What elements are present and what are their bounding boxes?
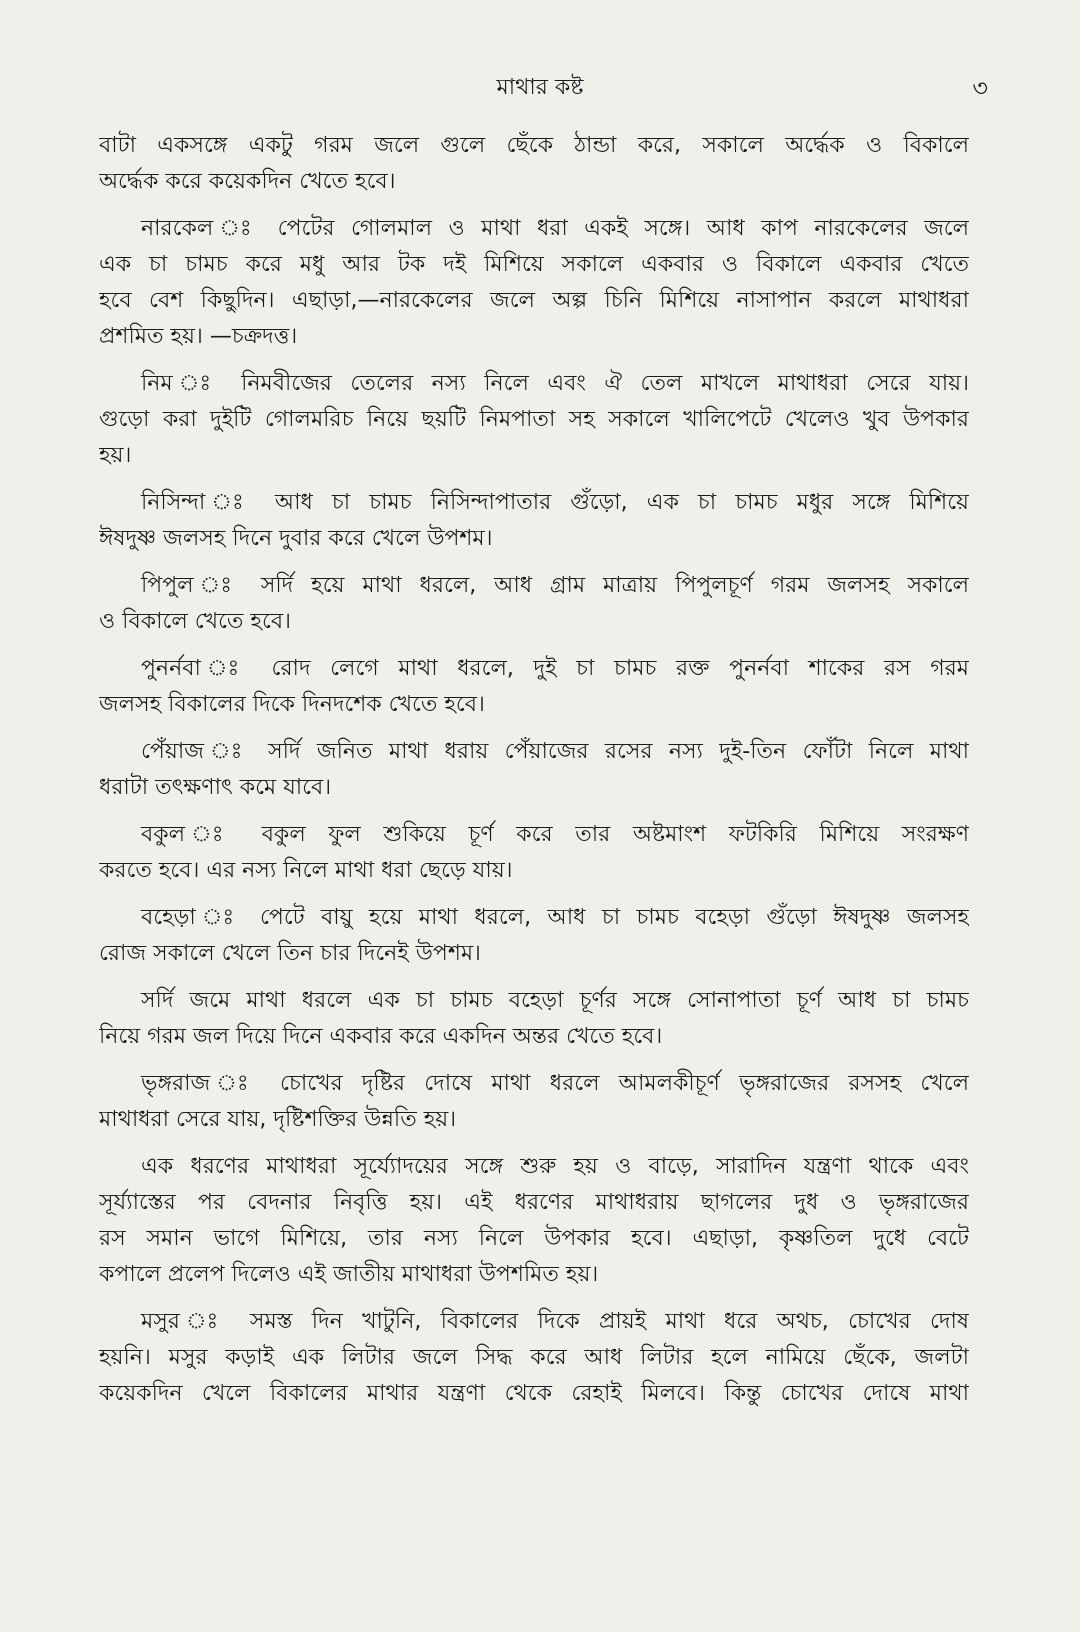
text-line: কপালে প্রলেপ দিলেও এই জাতীয় মাথাধরা উপশমিত হয়। xyxy=(99,1262,599,1287)
paragraph xyxy=(99,128,969,200)
paragraph xyxy=(99,568,969,640)
text-line: গুড়ো করা দুইটি গোলমরিচ নিয়ে ছয়টি নিমপাতা সহ সকালে খালিপেটে খেলেও খুব উপকার xyxy=(99,407,969,432)
text-line: পিপুল ঃ সর্দি হয়ে মাথা ধরলে, আধ গ্রাম মাত্রায় পিপুলচূর্ণ গরম জলসহ সকালে xyxy=(141,573,969,598)
paragraph xyxy=(99,900,969,972)
text-line: হয়নি। মসুর কড়াই এক লিটার জলে সিদ্ধ করে আধ লিটার হলে নামিয়ে ছেঁকে, জলটা xyxy=(99,1345,969,1370)
text-line: হবে বেশ কিছুদিন। এছাড়া,—নারকেলের জলে অল্প চিনি মিশিয়ে নাসাপান করলে মাথাধরা xyxy=(99,288,969,313)
running-title: মাথার কষ্ট xyxy=(496,75,584,100)
text-line: এক ধরণের মাথাধরা সূর্য্যোদয়ের সঙ্গে শুরু হয় ও বাড়ে, সারাদিন যন্ত্রণা থাকে এবং xyxy=(141,1154,969,1179)
paragraph xyxy=(99,734,969,806)
page-number: ৩ xyxy=(972,74,988,102)
paragraph xyxy=(99,1066,969,1138)
text-line: নিম ঃ নিমবীজের তেলের নস্য নিলে এবং ঐ তেল মাখলে মাথাধরা সেরে যায়। xyxy=(141,371,969,396)
text-line: কয়েকদিন খেলে বিকালের মাথার যন্ত্রণা থেকে রেহাই মিলবে। কিন্তু চোখের দোষে মাথা xyxy=(99,1381,969,1406)
text-line: এক চা চামচ করে মধু আর টক দই মিশিয়ে সকালে একবার ও বিকালে একবার খেতে xyxy=(99,252,969,277)
paragraph xyxy=(99,1304,969,1412)
text-line: রোজ সকালে খেলে তিন চার দিনেই উপশম। xyxy=(99,941,481,966)
text-line: বহেড়া ঃ পেটে বায়ু হয়ে মাথা ধরলে, আধ চা চামচ বহেড়া গুঁড়ো ঈষদুষ্ণ জলসহ xyxy=(141,905,969,930)
paragraph xyxy=(99,211,969,355)
text-line: অর্দ্ধেক করে কয়েকদিন খেতে হবে। xyxy=(99,169,396,194)
text-line: নিসিন্দা ঃ আধ চা চামচ নিসিন্দাপাতার গুঁড়ো, এক চা চামচ মধুর সঙ্গে মিশিয়ে xyxy=(141,490,969,515)
text-line: নিয়ে গরম জল দিয়ে দিনে একবার করে একদিন অন্তর খেতে হবে। xyxy=(99,1024,663,1049)
text-line: ও বিকালে খেতে হবে। xyxy=(99,609,291,634)
text-line: বাটা একসঙ্গে একটু গরম জলে গুলে ছেঁকে ঠান্ডা করে, সকালে অর্দ্ধেক ও বিকালে xyxy=(99,133,969,158)
text-line: রস সমান ভাগে মিশিয়ে, তার নস্য নিলে উপকার হবে। এছাড়া, কৃষ্ণতিল দুধে বেটে xyxy=(99,1226,969,1251)
text-line: ঈষদুষ্ণ জলসহ দিনে দুবার করে খেলে উপশম। xyxy=(99,526,493,551)
paragraph xyxy=(99,485,969,557)
page-body xyxy=(99,128,969,1423)
paragraph xyxy=(99,983,969,1055)
text-line: মসুর ঃ সমস্ত দিন খাটুনি, বিকালের দিকে প্রায়ই মাথা ধরে অথচ, চোখের দোষ xyxy=(141,1309,969,1334)
paragraph xyxy=(99,651,969,723)
text-line: পুনর্নবা ঃ রোদ লেগে মাথা ধরলে, দুই চা চামচ রক্ত পুনর্নবা শাকের রস গরম xyxy=(141,656,969,681)
text-line: প্রশমিত হয়। —চক্রদত্ত। xyxy=(99,324,298,349)
text-line: হয়। xyxy=(99,443,132,468)
text-line: সর্দি জমে মাথা ধরলে এক চা চামচ বহেড়া চূর্ণর সঙ্গে সোনাপাতা চূর্ণ আধ চা চামচ xyxy=(141,988,969,1013)
text-line: মাথাধরা সেরে যায়, দৃষ্টিশক্তির উন্নতি হয়। xyxy=(99,1107,457,1132)
text-line: ধরাটা তৎক্ষণাৎ কমে যাবে। xyxy=(99,775,332,800)
text-line: করতে হবে। এর নস্য নিলে মাথা ধরা ছেড়ে যায়। xyxy=(99,858,513,883)
text-line: জলসহ বিকালের দিকে দিনদশেক খেতে হবে। xyxy=(99,692,485,717)
paragraph xyxy=(99,817,969,889)
text-line: নারকেল ঃ পেটের গোলমাল ও মাথা ধরা একই সঙ্গে। আধ কাপ নারকেলের জলে xyxy=(141,216,969,241)
paragraph xyxy=(99,1149,969,1293)
text-line: পেঁয়াজ ঃ সর্দি জনিত মাথা ধরায় পেঁয়াজের রসের নস্য দুই-তিন ফোঁটা নিলে মাথা xyxy=(141,739,969,764)
paragraph xyxy=(99,366,969,474)
page-header xyxy=(0,70,1080,106)
text-line: বকুল ঃ বকুল ফুল শুকিয়ে চূর্ণ করে তার অষ্টমাংশ ফটকিরি মিশিয়ে সংরক্ষণ xyxy=(141,822,969,847)
text-line: সূর্য্যাস্তের পর বেদনার নিবৃত্তি হয়। এই ধরণের মাথাধরায় ছাগলের দুধ ও ভৃঙ্গরাজের xyxy=(99,1190,969,1215)
text-line: ভৃঙ্গরাজ ঃ চোখের দৃষ্টির দোষে মাথা ধরলে আমলকীচূর্ণ ভৃঙ্গরাজের রসসহ খেলে xyxy=(141,1071,969,1096)
